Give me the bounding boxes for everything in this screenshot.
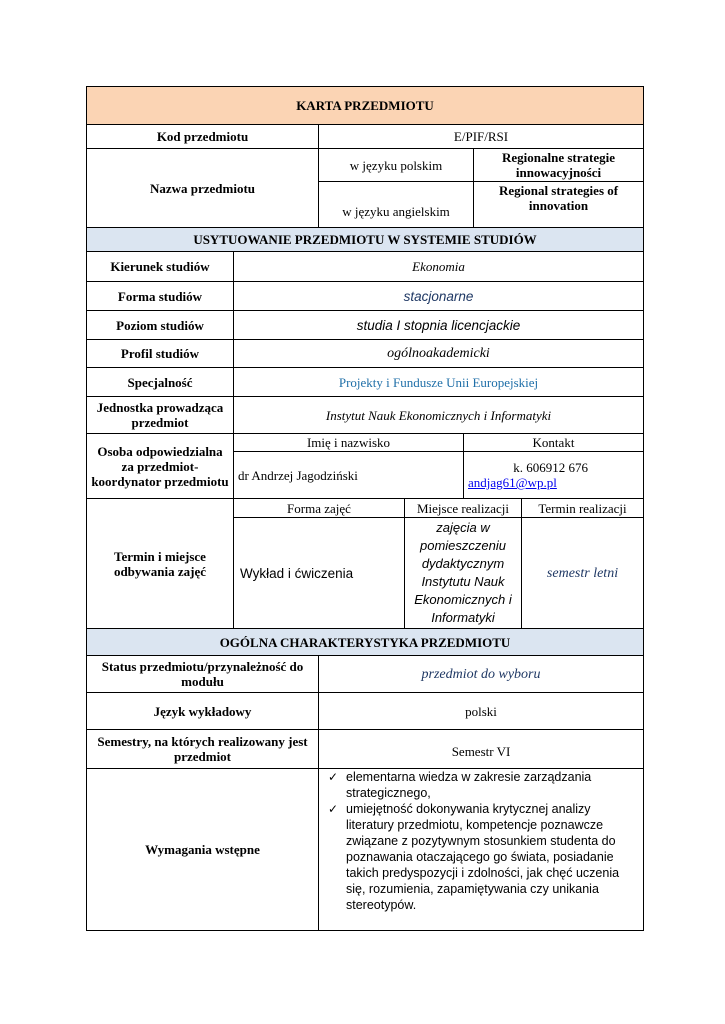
location-header: Miejsce realizacji: [405, 499, 522, 518]
coordinator-contact-header: Kontakt: [464, 434, 644, 452]
specialization-label: Specjalność: [87, 368, 234, 397]
language-value: polski: [319, 693, 644, 730]
course-code-value: E/PIF/RSI: [319, 125, 644, 149]
course-card: [86, 86, 643, 931]
prerequisites-value: [319, 769, 644, 931]
study-level-label: Poziom studiów: [87, 311, 234, 340]
check-icon: ✓: [328, 770, 339, 784]
course-header-table: [86, 86, 644, 228]
section-characteristics-header: OGÓLNA CHARAKTERYSTYKA PRZEDMIOTU: [87, 629, 644, 656]
card-title: KARTA PRZEDMIOTU: [87, 87, 644, 125]
coordinator-label: Osoba odpowiedzialna za przedmiot- koordynator przedmiotu: [87, 434, 234, 499]
coordinator-contact: [464, 452, 644, 499]
course-name-en-value: Regional strategies of innovation: [474, 182, 644, 228]
field-of-study-label: Kierunek studiów: [87, 252, 234, 282]
prerequisite-item: ✓ umiejętność dokonywania krytycznej analizy literatury przedmiotu, kompetencje poznawcze związane z pozytywnym stosunkiem studenta do poznawania otaczającego go świata, posiadanie takich predyspozycji i zdolności, jak chęć uczenia się, rozumienia, zapamiętywania czy unikania stereotypów.: [328, 802, 620, 912]
status-label: Status przedmiotu/przynależność do modułu: [87, 656, 319, 693]
study-placement-table: [86, 227, 644, 499]
class-form-value: Wykład i ćwiczenia: [234, 518, 405, 629]
course-name-en-label: w języku angielskim: [319, 182, 474, 228]
language-label: Język wykładowy: [87, 693, 319, 730]
check-icon: ✓: [328, 802, 339, 816]
study-level-value: studia I stopnia licencjackie: [234, 311, 644, 340]
term-header: Termin realizacji: [522, 499, 644, 518]
status-value: przedmiot do wyboru: [319, 656, 644, 693]
coordinator-name: dr Andrzej Jagodziński: [234, 452, 464, 499]
study-form-label: Forma studiów: [87, 282, 234, 311]
field-of-study-value: Ekonomia: [234, 252, 644, 282]
study-form-value: stacjonarne: [234, 282, 644, 311]
prerequisites-label: Wymagania wstępne: [87, 769, 319, 931]
schedule-label: Termin i miejsce odbywania zajęć: [87, 499, 234, 629]
coordinator-name-header: Imię i nazwisko: [234, 434, 464, 452]
course-code-label: Kod przedmiotu: [87, 125, 319, 149]
prerequisites-list: [322, 769, 640, 913]
course-name-label: Nazwa przedmiotu: [87, 149, 319, 228]
term-value: semestr letni: [522, 518, 644, 629]
section-placement-header: USYTUOWANIE PRZEDMIOTU W SYSTEMIE STUDIÓW: [87, 228, 644, 252]
course-name-pl-label: w języku polskim: [319, 149, 474, 182]
prerequisite-item: ✓ elementarna wiedza w zakresie zarządzania strategicznego,: [328, 770, 592, 800]
study-profile-label: Profil studiów: [87, 340, 234, 368]
location-value: zajęcia w pomieszczeniu dydaktycznym Instytutu Nauk Ekonomicznych i Informatyki: [405, 518, 522, 629]
semesters-value: Semestr VI: [319, 730, 644, 769]
schedule-table: [86, 498, 644, 629]
class-form-header: Forma zajęć: [234, 499, 405, 518]
unit-label: Jednostka prowadząca przedmiot: [87, 397, 234, 434]
general-characteristics-table: [86, 628, 644, 931]
semesters-label: Semestry, na których realizowany jest przedmiot: [87, 730, 319, 769]
unit-value: Instytut Nauk Ekonomicznych i Informatyki: [234, 397, 644, 434]
coordinator-phone: k. 606912 676: [513, 460, 588, 475]
study-profile-value: ogólnoakademicki: [234, 340, 644, 368]
course-name-pl-value: Regionalne strategie innowacyjności: [474, 149, 644, 182]
specialization-value: Projekty i Fundusze Unii Europejskiej: [234, 368, 644, 397]
coordinator-email-link[interactable]: andjag61@wp.pl: [468, 475, 557, 490]
